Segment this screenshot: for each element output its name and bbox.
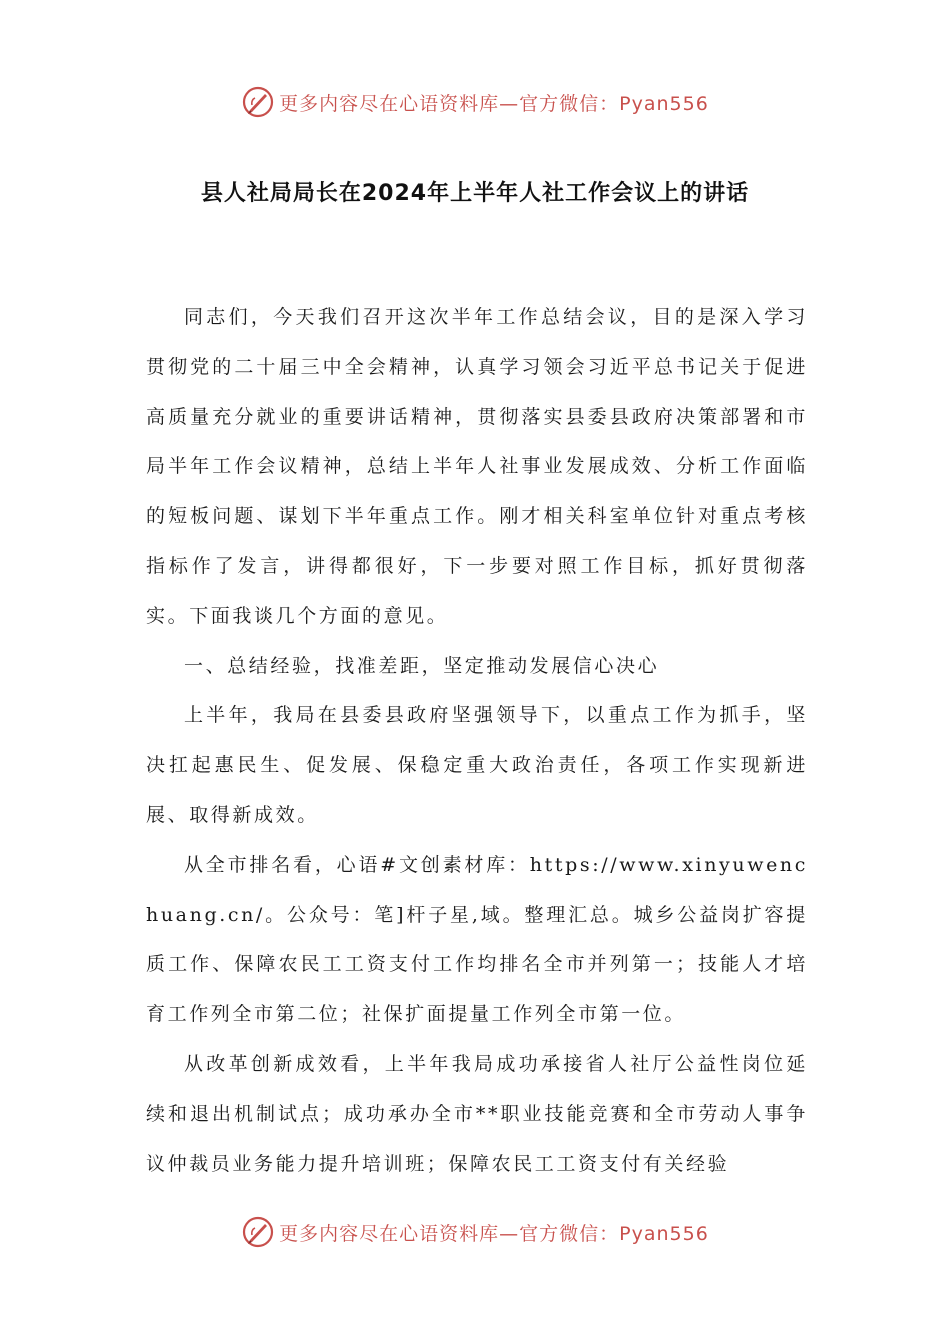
header-watermark <box>0 80 950 124</box>
paragraph: 从改革创新成效看，上半年我局成功承接省人社厅公益性岗位延续和退出机制试点；成功承办全市**职业技能竞赛和全市劳动人事争议仲裁员业务能力提升培训班；保障农民工工资支付有关经验 <box>146 1052 808 1175</box>
watermark-text: 更多内容尽在心语资料库—官方微信：Pyan556 <box>279 92 709 115</box>
watermark-text: 更多内容尽在心语资料库—官方微信：Pyan556 <box>279 1222 709 1245</box>
paragraph: 从全市排名看，心语#文创素材库：https://www.xinyuwenchuang.cn/。公众号：笔]杆子星,域。整理汇总。城乡公益岗扩容提质工作、保障农民工工资支付工作均排名全市并列第一；技能人才培育工作列全市第二位；社保扩面提量工作列全市第一位。 <box>146 853 808 1026</box>
paragraph: 同志们，今天我们召开这次半年工作总结会议，目的是深入学习贯彻党的二十届三中全会精神，认真学习领会习近平总书记关于促进高质量充分就业的重要讲话精神，贯彻落实县委县政府决策部署和市局半年工作会议精神，总结上半年人社事业发展成效、分析工作面临的短板问题、谋划下半年重点工作。刚才相关科室单位针对重点考核指标作了发言，讲得都很好，下一步要对照工作目标，抓好贯彻落实。下面我谈几个方面的意见。 <box>146 306 808 627</box>
section-heading: 一、总结经验，找准差距，坚定推动发展信心决心 <box>184 654 660 677</box>
document-body <box>146 293 808 1189</box>
paragraph: 上半年，我局在县委县政府坚强领导下，以重点工作为抓手，坚决扛起惠民生、促发展、保稳定重大政治责任，各项工作实现新进展、取得新成效。 <box>146 704 808 826</box>
quill-pen-logo-icon <box>241 1215 275 1249</box>
quill-pen-logo-icon <box>241 85 275 119</box>
document-title: 县人社局局长在2024年上半年人社工作会议上的讲话 <box>200 181 750 206</box>
footer-watermark <box>0 1210 950 1254</box>
